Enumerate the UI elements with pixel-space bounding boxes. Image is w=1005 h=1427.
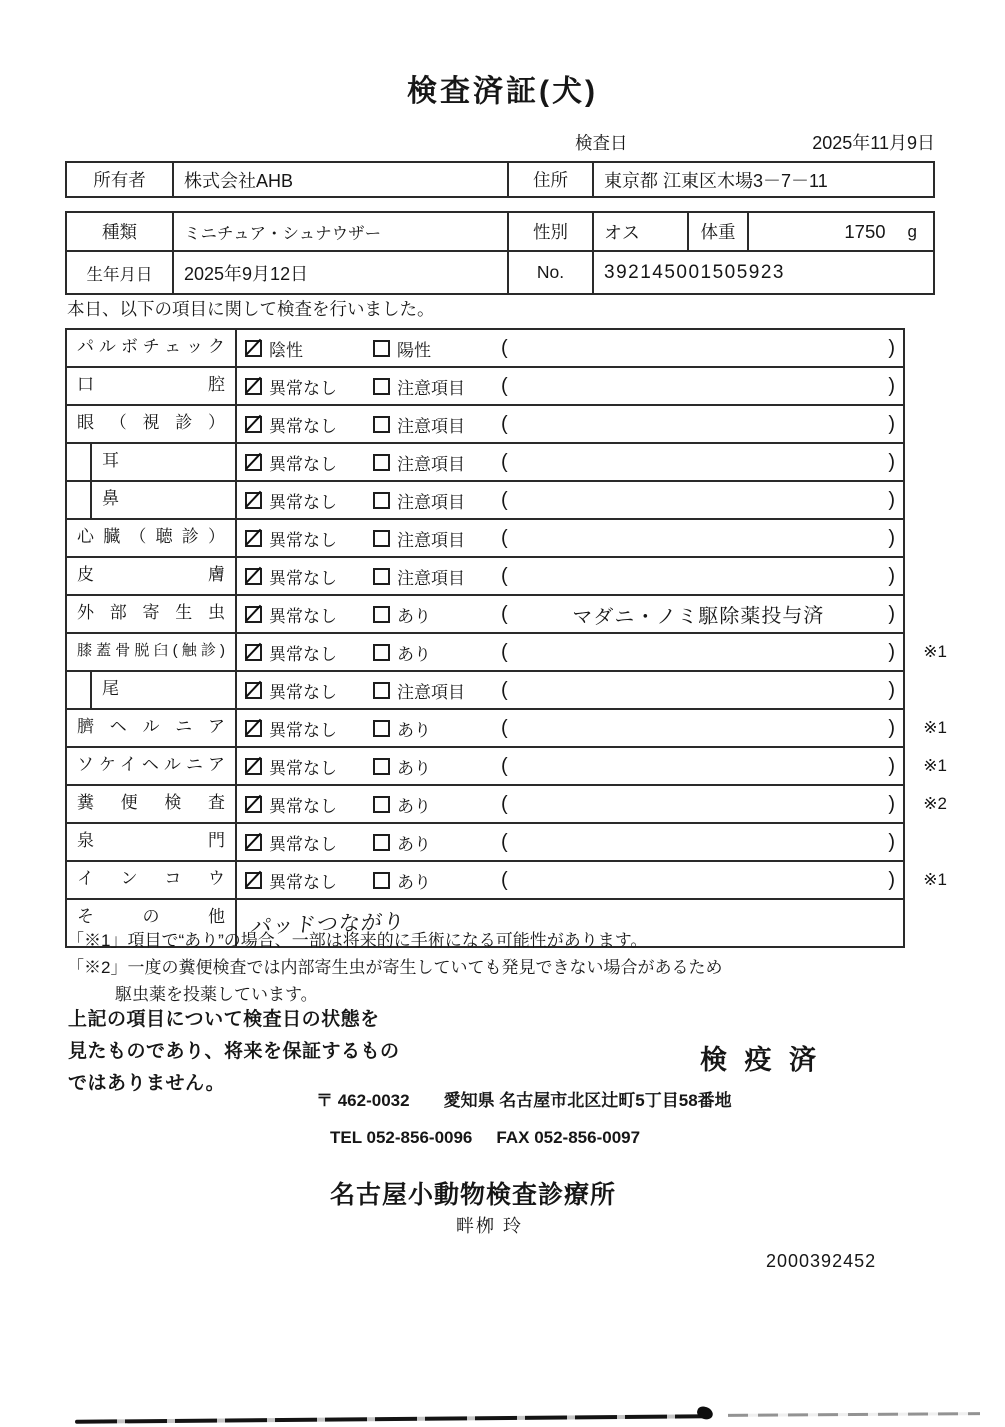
checklist-option [365,368,497,404]
statement-text: 本日、以下の項目に関して検査を行いました。 [67,299,435,319]
checklist-remark-cell [497,558,903,594]
checkbox-checked-icon [245,644,262,661]
paren-open: ( [501,868,508,891]
checklist-item-label: パルボチェック [67,330,237,366]
checklist-item-label: 糞便検査 [67,786,237,822]
checklist-remark-cell [497,824,903,860]
paren-open: ( [501,678,508,701]
checklist-row [67,558,903,596]
checklist-row [67,634,947,672]
checkbox-unchecked-icon [373,530,390,547]
checklist-item-label: その他 [67,900,237,946]
pet-table-row-2 [67,252,933,293]
checklist-remark-cell [497,520,903,556]
checkbox-label: あり [397,644,431,664]
checkbox-unchecked-icon [373,682,390,699]
paren-close: ) [888,564,895,587]
checkbox-checked-icon [245,378,262,395]
checklist-row [67,748,947,786]
checkbox-label: 異常なし [269,644,337,664]
checklist-row [67,482,903,520]
checklist-item-label: 眼（視診） [67,406,237,442]
checklist-row [67,596,903,634]
paren-close: ) [888,640,895,663]
checklist-option [365,406,497,442]
checkbox-unchecked-icon [373,340,390,357]
checkbox-unchecked-icon [373,568,390,585]
disclaimer-line: 上記の項目について検査日の状態を [68,1009,380,1030]
paren-close: ) [888,374,895,397]
footnotes [67,927,722,1008]
checklist-option [237,596,365,632]
checkbox-label: あり [397,872,431,892]
checklist-row [67,672,903,710]
checklist-option [237,672,365,708]
checklist-item-label: 皮膚 [67,558,237,594]
footnote-mark: ※2 [923,794,947,813]
pet-table [65,211,935,295]
checkbox-checked-icon [245,720,262,737]
disclaimer-line: 見たものであり、将来を保証するもの [68,1041,400,1062]
checklist-item-label: 耳 [90,444,237,480]
checklist-option [237,444,365,480]
checkbox-label: 注意項目 [397,416,465,436]
checkbox-label: 異常なし [269,378,337,398]
checklist-remark-cell [497,672,903,708]
checklist-item-label: 心臓（聴診） [67,520,237,556]
checklist-option [365,330,497,366]
checkbox-label: あり [397,720,431,740]
scan-artifact-blob [696,1405,715,1421]
inspection-date-value: 2025年11月9日 [812,133,935,153]
checklist-row [67,862,947,900]
clinic-fax: FAX 052-856-0097 [496,1128,641,1147]
checklist-row [67,710,947,748]
checklist-option [365,596,497,632]
checklist-item-label: 鼻 [90,482,237,518]
checkbox-label: 異常なし [269,834,337,854]
checkbox-label: あり [397,834,431,854]
quarantine-stamp: 検 疫 済 [700,1045,822,1075]
checklist-option [365,482,497,518]
checklist-row [67,520,903,558]
owner-label: 所有者 [93,170,146,190]
checkbox-checked-icon [245,758,262,775]
remark-text: マダニ・ノミ駆除薬投与済 [571,604,825,629]
weight-value: 1750 [844,220,886,242]
checklist-option [365,634,497,670]
checkbox-label: 異常なし [269,530,337,550]
checkbox-checked-icon [245,606,262,623]
checklist-item-label: 泉門 [67,824,237,860]
checklist-option [237,710,365,746]
checklist-option [237,330,365,366]
checklist-row [67,368,903,406]
serial-number: 2000392452 [766,1251,877,1271]
checklist-option [237,406,365,442]
checkbox-label: あり [397,796,431,816]
handwritten-entry: パッドつながり [249,910,407,939]
checklist-remark-cell [497,786,903,822]
checklist-item-label: 外部寄生虫 [67,596,237,632]
checklist-option [365,558,497,594]
checkbox-label: 注意項目 [397,378,465,398]
paren-close: ) [888,678,895,701]
paren-close: ) [888,716,895,739]
checklist-option [237,634,365,670]
owner-value: 株式会社AHB [172,163,507,196]
checklist-option [237,482,365,518]
checklist-remark-cell [497,444,903,480]
checklist-option [365,824,497,860]
checkbox-checked-icon [245,454,262,471]
checklist-row [67,406,903,444]
paren-close: ) [888,450,895,473]
paren-open: ( [501,716,508,739]
checkbox-checked-icon [245,492,262,509]
checklist-item-label: ソケイヘルニア [67,748,237,784]
checkbox-checked-icon [245,530,262,547]
checkbox-checked-icon [245,834,262,851]
checkbox-unchecked-icon [373,872,390,889]
checkbox-unchecked-icon [373,834,390,851]
checkbox-label: 陰性 [269,340,303,360]
inspection-date-label: 検査日 [575,133,628,153]
checklist-remark-cell [497,634,903,670]
paren-open: ( [501,830,508,853]
checkbox-unchecked-icon [373,758,390,775]
checklist [65,328,947,948]
inspection-date-line [575,129,935,155]
weight-value-cell [747,213,933,250]
checkbox-unchecked-icon [373,378,390,395]
paren-open: ( [501,374,508,397]
paren-open: ( [501,792,508,815]
breed-value: ミニチュア・シュナウザー [172,213,507,250]
checkbox-checked-icon [245,568,262,585]
no-value: 392145001505923 [592,252,933,293]
footnote-line: 「※2」一度の糞便検査では内部寄生虫が寄生していても発見できない場合があるため [67,958,723,977]
address-value: 東京都 江東区木場3－7－11 [592,163,933,196]
paren-open: ( [501,450,508,473]
checkbox-label: 異常なし [269,758,337,778]
checklist-option [237,786,365,822]
checkbox-checked-icon [245,796,262,813]
paren-close: ) [888,336,895,359]
checkbox-label: 注意項目 [397,492,465,512]
clinic-address: 愛知県 名古屋市北区辻町5丁目58番地 [443,1091,732,1110]
checkbox-label: 異常なし [269,872,337,892]
checkbox-unchecked-icon [373,796,390,813]
owner-table [65,161,935,198]
checklist-item-label: 尾 [90,672,237,708]
disclaimer-line: ではありません。 [68,1073,226,1094]
footnote-mark: ※1 [923,642,947,661]
checklist-option [237,368,365,404]
footnote-mark: ※1 [923,870,947,889]
clinic-phone-line [330,1128,640,1148]
checkbox-label: 注意項目 [397,682,465,702]
checkbox-label: 注意項目 [397,568,465,588]
clinic-address-line [316,1086,732,1111]
checkbox-label: 注意項目 [397,530,465,550]
paren-open: ( [501,412,508,435]
paren-close: ) [888,412,895,435]
no-label: No. [507,252,592,293]
checkbox-label: 異常なし [269,568,337,588]
weight-unit: g [907,221,917,241]
footnote-line: 「※1」項目で“あり”の場合、一部は将来的に手術になる可能性があります。 [67,931,648,950]
checkbox-unchecked-icon [373,644,390,661]
clinic-name: 名古屋小動物検査診療所 [330,1181,617,1209]
checkbox-checked-icon [245,416,262,433]
paren-close: ) [888,526,895,549]
checkbox-unchecked-icon [373,720,390,737]
doctor-name: 畔栁 玲 [456,1216,524,1236]
checklist-row [67,786,947,824]
checklist-remark-cell [497,862,903,898]
checklist-option [237,520,365,556]
checklist-option [237,862,365,898]
checklist-remark-cell [497,748,903,784]
paren-open: ( [501,336,508,359]
checkbox-checked-icon [245,340,262,357]
footnote-line: 駆虫薬を投薬しています。 [115,985,318,1004]
checkbox-label: 異常なし [269,796,337,816]
checklist-item-label: 臍ヘルニア [67,710,237,746]
checklist-item-label: インコウ [67,862,237,898]
checkbox-unchecked-icon [373,416,390,433]
paren-open: ( [501,754,508,777]
checklist-option [365,748,497,784]
checklist-remark-cell [497,482,903,518]
checkbox-unchecked-icon [373,606,390,623]
checklist-option [237,824,365,860]
checkbox-unchecked-icon [373,454,390,471]
checkbox-label: あり [397,606,431,626]
checklist-option [365,786,497,822]
checklist-remark-cell [497,368,903,404]
checklist-row [67,330,903,368]
checklist-remark-cell [497,710,903,746]
checkbox-label: 異常なし [269,454,337,474]
document-title: 検査済証(犬) [407,75,598,108]
paren-open: ( [501,564,508,587]
checklist-option [237,748,365,784]
checklist-row [67,444,903,482]
clinic-postal-code: 〒 462-0032 [316,1091,410,1110]
sex-value: オス [592,213,687,250]
birthdate-value: 2025年9月12日 [172,252,507,293]
paren-open: ( [501,526,508,549]
checkbox-checked-icon [245,682,262,699]
checklist-remark-cell [497,596,903,632]
checklist-remark-cell [497,406,903,442]
checklist-remark-cell [497,330,903,366]
footnote-mark: ※1 [923,756,947,775]
scan-artifact-line-faint [728,1412,980,1417]
checkbox-label: 陽性 [397,340,431,360]
checklist-option [365,520,497,556]
pet-table-row-1 [67,213,933,252]
checklist-option [365,672,497,708]
paren-open: ( [501,488,508,511]
breed-label: 種類 [102,222,137,242]
paren-close: ) [888,830,895,853]
checkbox-label: 異常なし [269,492,337,512]
checkbox-label: 異常なし [269,416,337,436]
sex-label: 性別 [507,213,592,250]
birthdate-label: 生年月日 [86,265,153,284]
footnote-mark: ※1 [923,718,947,737]
address-label: 住所 [507,163,592,196]
checkbox-unchecked-icon [373,492,390,509]
clinic-tel: TEL 052-856-0096 [330,1128,473,1147]
checklist-option [237,558,365,594]
paren-close: ) [888,868,895,891]
paren-close: ) [888,754,895,777]
checklist-option [365,710,497,746]
checkbox-label: 注意項目 [397,454,465,474]
checkbox-label: 異常なし [269,682,337,702]
scan-artifact-line [75,1414,710,1424]
checkbox-checked-icon [245,872,262,889]
paren-open: ( [501,640,508,663]
paren-open: ( [501,602,508,625]
checklist-item-label: 膝蓋骨脱臼(触診) [67,634,237,670]
checklist-item-label: 口腔 [67,368,237,404]
checkbox-label: 異常なし [269,720,337,740]
paren-close: ) [888,488,895,511]
checklist-row [67,824,903,862]
checklist-option [365,444,497,480]
paren-close: ) [888,792,895,815]
paren-close: ) [888,602,895,625]
checklist-option [365,862,497,898]
weight-label: 体重 [687,213,747,250]
checkbox-label: あり [397,758,431,778]
checkbox-label: 異常なし [269,606,337,626]
